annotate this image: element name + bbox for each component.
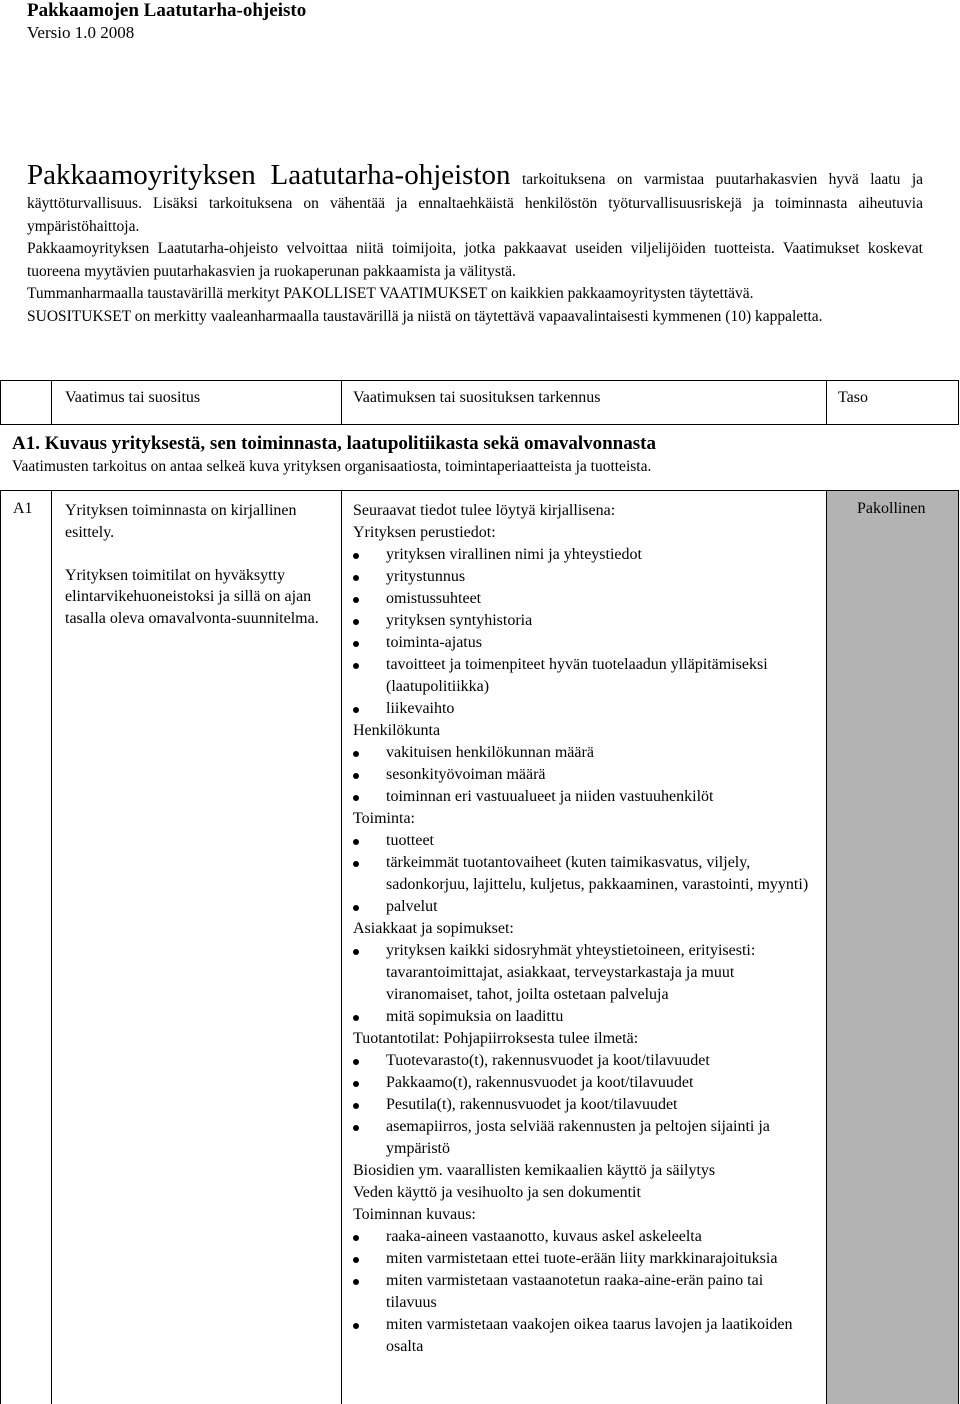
bullet-icon	[353, 1015, 359, 1021]
bullet-icon	[353, 839, 359, 845]
requirement-id: A1	[13, 500, 33, 517]
detail-bullet-item	[353, 742, 816, 764]
detail-bullet-item	[353, 1116, 816, 1160]
requirement-detail	[341, 491, 826, 1404]
bullet-icon	[353, 1125, 359, 1131]
detail-bullet-item	[353, 1094, 816, 1116]
detail-bullet-text: omistussuhteet	[386, 590, 482, 607]
bullet-icon	[353, 751, 359, 757]
detail-bullet-item	[353, 1270, 816, 1314]
bullet-icon	[353, 663, 359, 669]
detail-bullet-item	[353, 1314, 816, 1358]
detail-bullet-item	[353, 1248, 816, 1270]
bullet-icon	[353, 597, 359, 603]
section-title: A1. Kuvaus yrityksestä, sen toiminnasta, laatupolitiikasta sekä omavalvonnasta	[12, 433, 656, 454]
requirement-paragraph-1: Yrityksen toiminnasta on kirjallinen esittely.	[65, 502, 297, 541]
requirement-paragraph-2: Yrityksen toimitilat on hyväksytty elintarvikehuoneistoksi ja sillä on ajan tasalla oleva omavalvonta-suunnitelma.	[65, 566, 319, 627]
detail-bullet-item	[353, 786, 816, 808]
detail-bullet-item	[353, 566, 816, 588]
bullet-icon	[353, 575, 359, 581]
detail-bullet-text: tärkeimmät tuotantovaiheet (kuten taimikasvatus, viljely, sadonkorjuu, lajittelu, kuljetus, pakkaaminen, varastointi, myynti)	[386, 854, 809, 893]
column-header-level: Taso	[826, 381, 959, 424]
detail-bullet-text: Pesutila(t), rakennusvuodet ja koot/tilavuudet	[386, 1096, 678, 1113]
detail-bullet-text: toiminta-ajatus	[386, 634, 482, 651]
bullet-icon	[353, 773, 359, 779]
detail-bullet-text: toiminnan eri vastuualueet ja niiden vastuuhenkilöt	[386, 788, 714, 805]
intro-text	[27, 157, 923, 328]
detail-bullet-text: asemapiirros, josta selviää rakennusten ja peltojen sijainti ja ympäristö	[386, 1118, 770, 1157]
intro-lead-rest: tarkoituksena on varmistaa puutarhakasvien hyvä laatu ja käyttöturvallisuus. Lisäksi tarkoituksena on vähentää ja ennaltaehkäistä henkilöstön työturvallisuusriskejä ja toiminnasta aiheutuvia ympäristöhaittoja.	[27, 171, 924, 235]
intro-paragraph-3: Tummanharmaalla taustavärillä merkityt PAKOLLISET VAATIMUKSET on kaikkien pakkaamoyritysten täytettävä.	[27, 285, 754, 302]
bullet-icon	[353, 1323, 359, 1329]
requirement-table	[0, 490, 959, 1404]
detail-bullet-list	[353, 1050, 816, 1160]
detail-bullet-text: tuotteet	[386, 832, 434, 849]
detail-bullet-list	[353, 1226, 816, 1358]
detail-bullet-text: mitä sopimuksia on laadittu	[386, 1008, 564, 1025]
detail-bullet-text: miten varmistetaan vastaanotetun raaka-aine-erän paino tai tilavuus	[386, 1272, 764, 1311]
column-header-row	[0, 380, 959, 425]
detail-bullet-text: vakituisen henkilökunnan määrä	[386, 744, 594, 761]
column-header-requirement: Vaatimus tai suositus	[51, 381, 341, 424]
detail-bullet-item	[353, 588, 816, 610]
bullet-icon	[353, 795, 359, 801]
bullet-icon	[353, 905, 359, 911]
detail-bullet-text: sesonkityövoiman määrä	[386, 766, 546, 783]
detail-bullet-item	[353, 764, 816, 786]
bullet-icon	[353, 1235, 359, 1241]
section-description: Vaatimusten tarkoitus on antaa selkeä kuva yrityksen organisaatiosta, toimintaperiaatteista ja tuotteista.	[12, 458, 652, 475]
requirement-text	[51, 491, 341, 1404]
detail-bullet-item	[353, 940, 816, 1006]
detail-bullet-item	[353, 1072, 816, 1094]
detail-bullet-item	[353, 1226, 816, 1248]
detail-bullet-text: Tuotevarasto(t), rakennusvuodet ja koot/tilavuudet	[386, 1052, 710, 1069]
requirement-level: Pakollinen	[826, 491, 958, 1404]
detail-bullet-list	[353, 940, 816, 1028]
detail-bullet-text: miten varmistetaan vaakojen oikea taarus lavojen ja laatikoiden osalta	[386, 1316, 793, 1355]
detail-bullet-text: yritystunnus	[386, 568, 466, 585]
detail-group-heading: Toiminta:	[353, 810, 415, 827]
detail-group-heading: Henkilökunta	[353, 722, 441, 739]
detail-bullet-list	[353, 742, 816, 808]
bullet-icon	[353, 619, 359, 625]
bullet-icon	[353, 707, 359, 713]
detail-bullet-text: yrityksen kaikki sidosryhmät yhteystietoineen, erityisesti: tavarantoimittajat, asiakkaat, terveystarkastaja ja muut viranomaiset, tahot, joilta ostetaan palveluja	[386, 942, 756, 1003]
detail-intro: Seuraavat tiedot tulee löytyä kirjallisena:	[353, 502, 616, 519]
detail-bullet-item	[353, 654, 816, 698]
detail-bullet-text: raaka-aineen vastaanotto, kuvaus askel askeleelta	[386, 1228, 702, 1245]
bullet-icon	[353, 1059, 359, 1065]
document-header	[27, 0, 306, 43]
intro-paragraph-1	[27, 157, 923, 238]
bullet-icon	[353, 949, 359, 955]
detail-bullet-item	[353, 610, 816, 632]
bullet-icon	[353, 1103, 359, 1109]
bullet-icon	[353, 1257, 359, 1263]
detail-bullet-item	[353, 632, 816, 654]
detail-bullet-item	[353, 852, 816, 896]
detail-groups	[353, 522, 816, 1358]
intro-paragraph-4: SUOSITUKSET on merkitty vaaleanharmaalla taustavärillä ja niistä on täytettävä vapaavalintaisesti kymmenen (10) kappaletta.	[27, 307, 823, 325]
detail-bullet-item	[353, 1050, 816, 1072]
detail-group-heading: Toiminnan kuvaus:	[353, 1206, 476, 1223]
detail-bullet-item	[353, 698, 816, 720]
bullet-icon	[353, 1081, 359, 1087]
intro-paragraph-2: Pakkaamoyrityksen Laatutarha-ohjeisto velvoittaa niitä toimijoita, jotka pakkaavat useiden viljelijöiden tuotteista. Vaatimukset koskevat tuoreena myytävien puutarhakasvien ja ruokaperunan pakkaamista ja välitystä.	[27, 240, 923, 280]
detail-bullet-text: tavoitteet ja toimenpiteet hyvän tuotelaadun ylläpitämiseksi (laatupolitiikka)	[386, 656, 768, 695]
bullet-icon	[353, 553, 359, 559]
bullet-icon	[353, 641, 359, 647]
detail-bullet-text: Pakkaamo(t), rakennusvuodet ja koot/tilavuudet	[386, 1074, 694, 1091]
document-title: Pakkaamojen Laatutarha-ohjeisto	[27, 0, 307, 21]
detail-bullet-text: liikevaihto	[386, 700, 455, 717]
section-a1	[12, 432, 952, 478]
detail-group-heading: Biosidien ym. vaarallisten kemikaalien käyttö ja säilytys	[353, 1162, 716, 1179]
detail-bullet-text: miten varmistetaan ettei tuote-erään liity markkinarajoituksia	[386, 1250, 778, 1267]
detail-bullet-item	[353, 830, 816, 852]
detail-bullet-item	[353, 1006, 816, 1028]
detail-bullet-text: yrityksen virallinen nimi ja yhteystiedot	[386, 546, 642, 563]
bullet-icon	[353, 861, 359, 867]
detail-bullet-item	[353, 896, 816, 918]
detail-bullet-list	[353, 830, 816, 918]
detail-bullet-text: yrityksen syntyhistoria	[386, 612, 533, 629]
detail-group-heading: Asiakkaat ja sopimukset:	[353, 920, 514, 937]
bullet-icon	[353, 1279, 359, 1285]
detail-group-heading: Yrityksen perustiedot:	[353, 524, 496, 541]
intro-lead: Pakkaamoyrityksen Laatutarha-ohjeiston	[27, 159, 511, 191]
detail-bullet-item	[353, 544, 816, 566]
detail-group-heading: Veden käyttö ja vesihuolto ja sen dokumentit	[353, 1184, 641, 1201]
document-version: Versio 1.0 2008	[27, 23, 135, 42]
detail-group-heading: Tuotantotilat: Pohjapiirroksesta tulee ilmetä:	[353, 1030, 639, 1047]
detail-bullet-list	[353, 544, 816, 720]
detail-bullet-text: palvelut	[386, 898, 438, 915]
column-header-detail: Vaatimuksen tai suosituksen tarkennus	[341, 381, 826, 424]
